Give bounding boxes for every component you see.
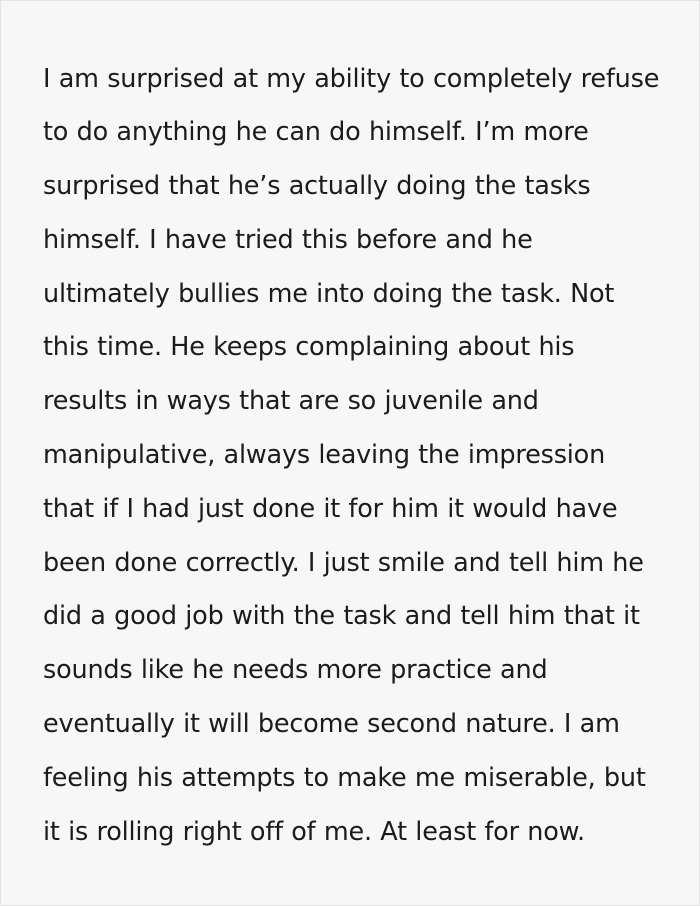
post-body-text: I am surprised at my ability to completely refuse to do anything he can do himself. I’m more surprised that he’s actually doing the tasks himself. I have tried this before and he ultimately bullies me into doing the task. Not this time. He keeps complaining about his results in ways that are so juvenile and manipulative, always leaving the impression that if I had just done it for him it would have been done correctly. I just smile and tell him he did a good job with the task and tell him that it sounds like he needs more practice and eventually it will become second nature. I am feeling his attempts to make me miserable, but it is rolling right off of me. At least for now. (43, 63, 660, 847)
